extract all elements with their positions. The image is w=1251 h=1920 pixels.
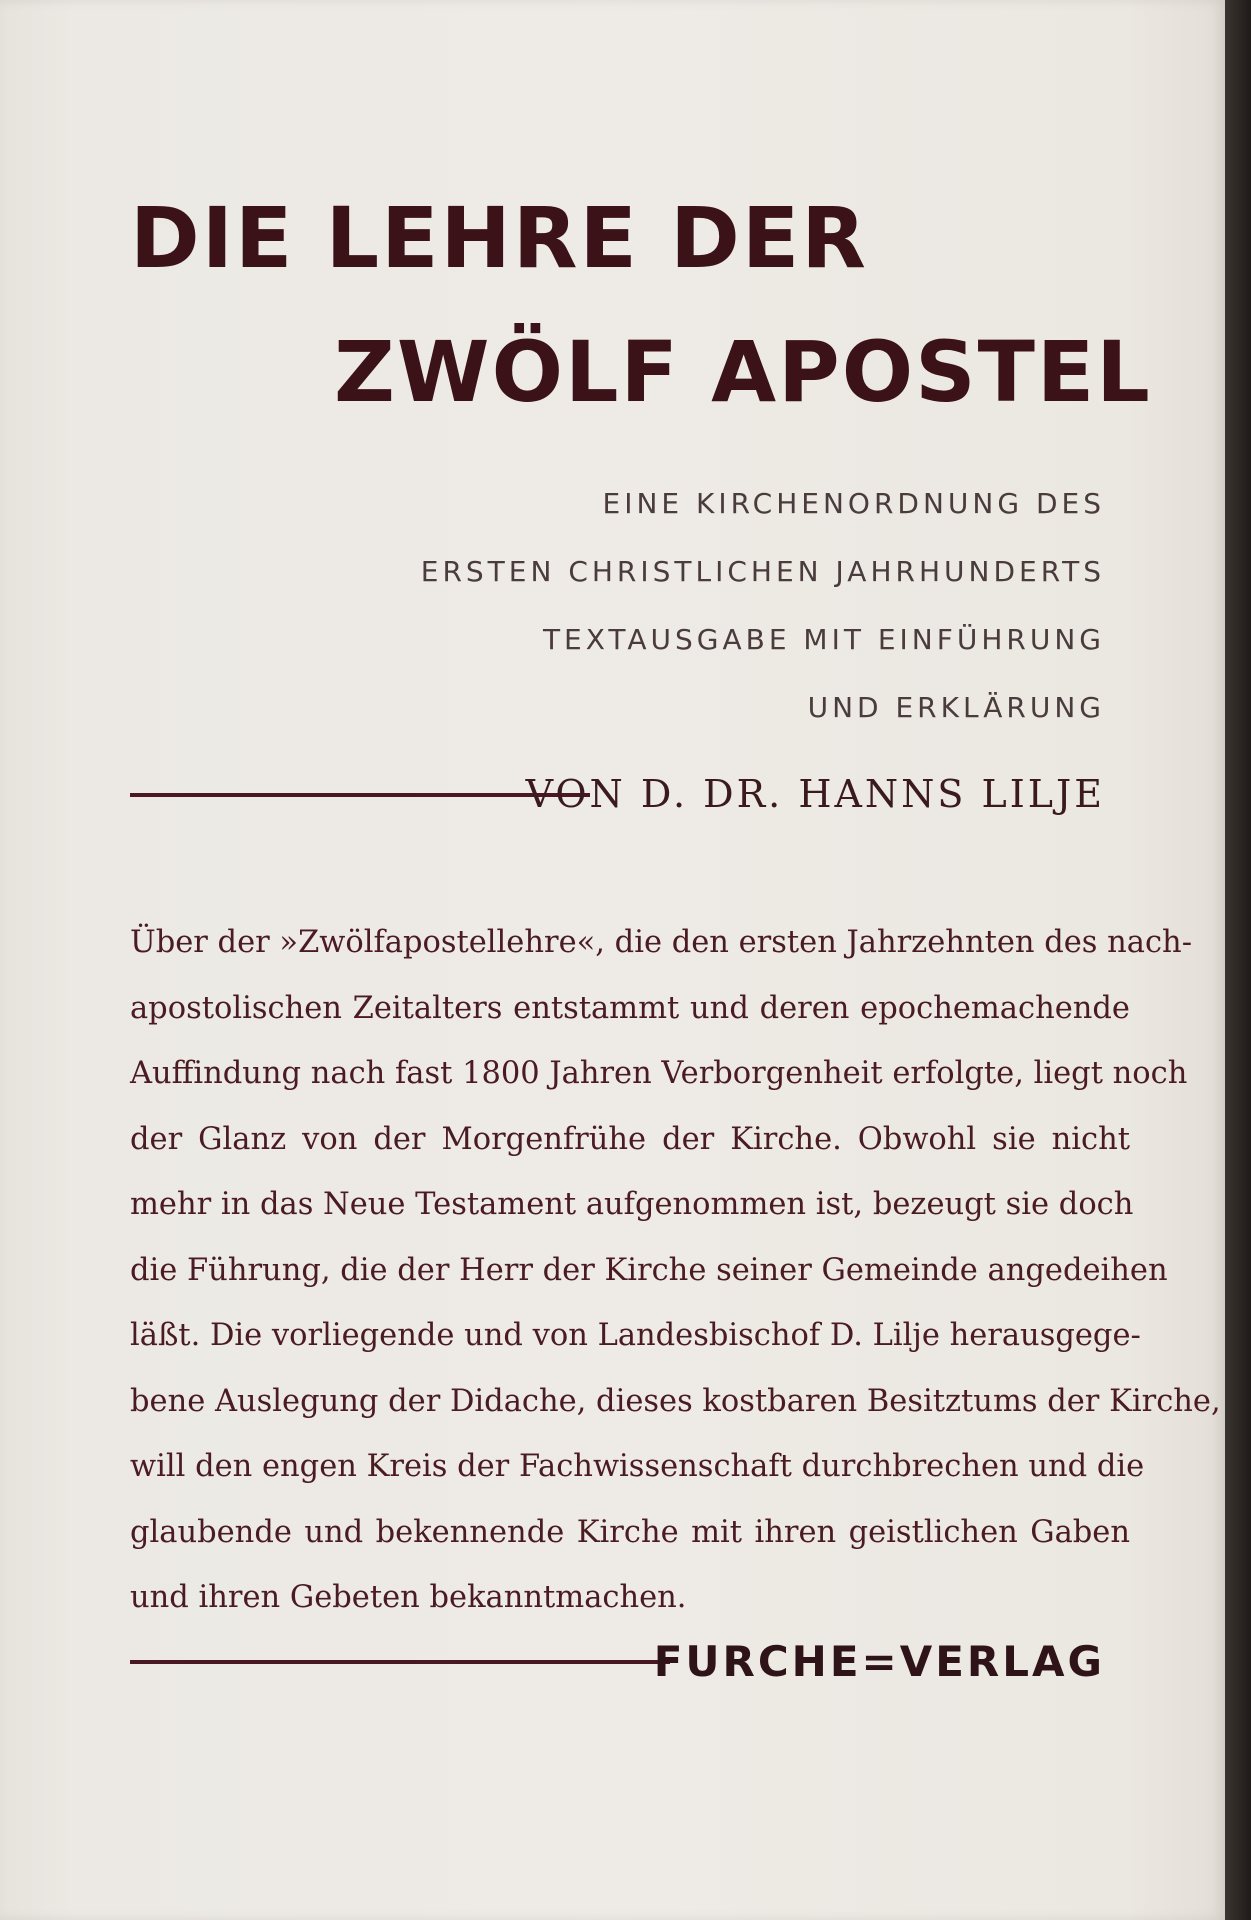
page-edge	[1225, 0, 1251, 1920]
subtitle-line: EINE KIRCHENORDNUNG DES	[602, 487, 1105, 520]
blurb-line: die Führung, die der Herr der Kirche seiner Gemeinde angedeihen	[130, 1252, 1168, 1288]
subtitle	[305, 470, 1105, 742]
title-line-2: ZWÖLF APOSTEL	[334, 323, 1152, 421]
blurb-line: will den engen Kreis der Fachwissenschaft durchbrechen und die	[130, 1449, 1145, 1484]
blurb-line: Auffindung nach fast 1800 Jahren Verborgenheit erfolgte, liegt noch	[130, 1056, 1188, 1091]
subtitle-line: TEXTAUSGABE MIT EINFÜHRUNG	[542, 623, 1105, 656]
author-line: VON D. DR. HANNS LILJE	[525, 772, 1105, 816]
blurb-line: bene Auslegung der Didache, dieses kostbaren Besitztums der Kirche,	[130, 1383, 1221, 1419]
publisher-name: FURCHE=VERLAG	[653, 1637, 1105, 1686]
blurb-line: glaubende und bekennende Kirche mit ihren geistlichen Gaben	[130, 1514, 1130, 1550]
subtitle-line: ERSTEN CHRISTLICHEN JAHRHUNDERTS	[420, 555, 1105, 588]
blurb-line: mehr in das Neue Testament aufgenommen ist, bezeugt sie doch	[130, 1187, 1134, 1222]
subtitle-line: UND ERKLÄRUNG	[807, 691, 1105, 724]
blurb-line: und ihren Gebeten bekanntmachen.	[130, 1580, 687, 1615]
author-divider	[130, 793, 590, 797]
blurb-line: läßt. Die vorliegende und von Landesbischof D. Lilje herausgege-	[130, 1318, 1141, 1353]
blurb-line: der Glanz von der Morgenfrühe der Kirche. Obwohl sie nicht	[130, 1121, 1130, 1157]
title-line-1: DIE LEHRE DER	[130, 189, 868, 287]
blurb-text	[130, 910, 1221, 1631]
blurb-line: Über der »Zwölfapostellehre«, die den ersten Jahrzehnten des nach-	[130, 925, 1193, 960]
blurb-line: apostolischen Zeitalters entstammt und deren epochemachende	[130, 990, 1130, 1026]
publisher-divider	[130, 1660, 670, 1664]
